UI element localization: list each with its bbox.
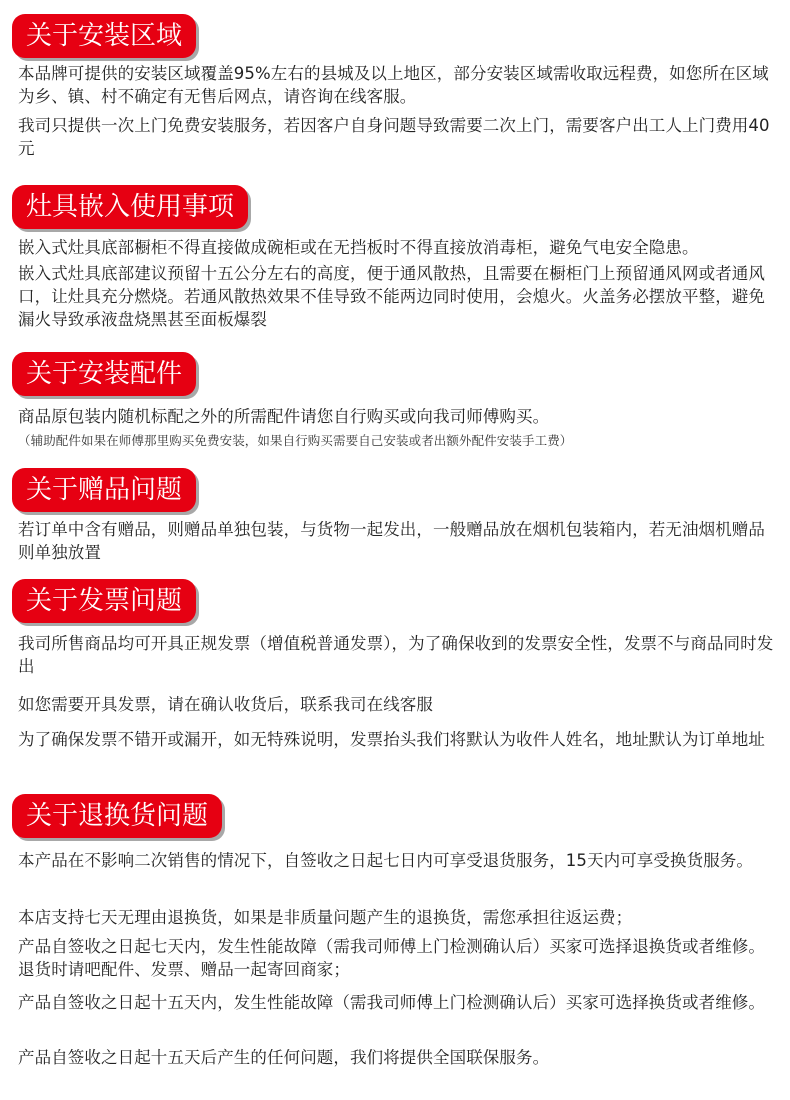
section-title: 关于发票问题 xyxy=(12,579,196,623)
paragraph: 产品自签收之日起七天内，发生性能故障（需我司师傅上门检测确认后）买家可选择退换货或者维修。退货时请吧配件、发票、赠品一起寄回商家； xyxy=(18,937,765,979)
paragraph: 商品原包装内随机标配之外的所需配件请您自行购买或向我司师傅购买。 xyxy=(18,407,550,426)
paragraph: 产品自签收之日起十五天后产生的任何问题，我们将提供全国联保服务。 xyxy=(18,1048,550,1067)
section-title: 关于赠品问题 xyxy=(12,468,196,512)
paragraph-note: （辅助配件如果在师傅那里购买免费安装，如果自行购买需要自己安装或者出额外配件安装手工费） xyxy=(18,433,573,448)
section-title: 关于安装区域 xyxy=(12,14,196,58)
paragraph: 嵌入式灶具底部橱柜不得直接做成碗柜或在无挡板时不得直接放消毒柜，避免气电安全隐患。 xyxy=(18,238,699,257)
paragraph: 产品自签收之日起十五天内，发生性能故障（需我司师傅上门检测确认后）买家可选择换货或者维修。 xyxy=(18,993,765,1012)
paragraph: 若订单中含有赠品，则赠品单独包装，与货物一起发出，一般赠品放在烟机包装箱内，若无油烟机赠品则单独放置 xyxy=(18,520,765,562)
paragraph: 如您需要开具发票，请在确认收货后，联系我司在线客服 xyxy=(18,695,433,714)
section-title: 灶具嵌入使用事项 xyxy=(12,185,248,229)
section-title: 关于退换货问题 xyxy=(12,794,222,838)
paragraph: 我司只提供一次上门免费安装服务，若因客户自身问题导致需要二次上门，需要客户出工人上门费用40元 xyxy=(18,116,770,158)
paragraph: 本品牌可提供的安装区域覆盖95%左右的县城及以上地区，部分安装区域需收取远程费，如您所在区域为乡、镇、村不确定有无售后网点，请咨询在线客服。 xyxy=(18,64,769,106)
paragraph: 嵌入式灶具底部建议预留十五公分左右的高度，便于通风散热，且需要在橱柜门上预留通风网或者通风口，让灶具充分燃烧。若通风散热效果不佳导致不能两边同时使用，会熄火。火盖务必摆放平整，避免漏火导致承液盘烧黑甚至面板爆裂 xyxy=(18,264,765,329)
paragraph: 我司所售商品均可开具正规发票（增值税普通发票），为了确保收到的发票安全性，发票不与商品同时发出 xyxy=(18,634,774,676)
section-title: 关于安装配件 xyxy=(12,352,196,396)
paragraph: 本店支持七天无理由退换货，如果是非质量问题产生的退换货，需您承担往返运费； xyxy=(18,908,633,927)
paragraph: 本产品在不影响二次销售的情况下，自签收之日起七日内可享受退货服务，15天内可享受换货服务。 xyxy=(18,851,753,870)
paragraph: 为了确保发票不错开或漏开，如无特殊说明，发票抬头我们将默认为收件人姓名，地址默认为订单地址 xyxy=(18,730,765,749)
